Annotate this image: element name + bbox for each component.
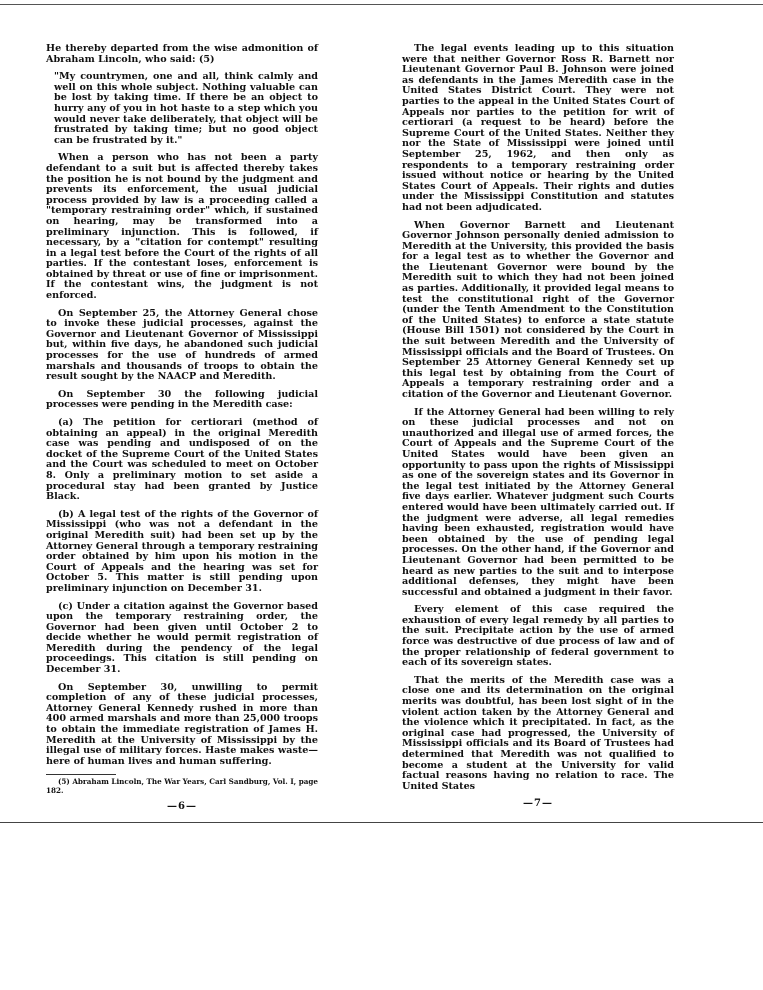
page-number-left: —6— bbox=[167, 801, 197, 813]
footnote: (5) Abraham Lincoln, The War Years, Carl Sandburg, Vol. I, page 182. bbox=[46, 777, 318, 795]
paragraph-item-b: (b) A legal test of the rights of the Governor of Mississippi (who was not a defendant in the original Meredith suit) had been set up by the Attorney General through a temporary restraining order obtained by him upon his motion in the Court of Appeals and the hearing was set for October 5. This matter is still pending upon preliminary injunction on December 31. bbox=[46, 508, 318, 594]
paragraph-lincoln-intro: He thereby departed from the wise admonition of Abraham Lincoln, who said: (5) bbox=[46, 43, 318, 65]
paragraph-judicial-processes: If the Attorney General had been willing to rely on these judicial processes and not on unauthorized and illegal use of armed forces, the Court of Appeals and the Supreme Court of the United States would have been given an opportunity to pass upon the rights of Mississippi as one of the sovereign states and its Governor in the legal test initiated by the Attorney General five days earlier. Whatever judgment such Courts entered would have been ultimately carried out. If the judgment were adverse, all legal remedies having been exhausted, registration would have been obtained by the use of pending legal processes. On the other hand, if the Governor and Lieutenant Governor had been permitted to be heard as new parties to the suit and to interpose additional defenses, they might have been successful and obtained a judgment in their favor. bbox=[402, 406, 674, 598]
paragraph-september-30-intro: On September 30 the following judicial processes were pending in the Meredith case: bbox=[46, 388, 318, 411]
top-rule bbox=[0, 4, 763, 5]
page-number-right: —7— bbox=[523, 798, 553, 810]
paragraph-denied-admission: When Governor Barnett and Lieutenant Governor Johnson personally denied admission to Meredith at the University, this provided the basis for a legal test as to whether the Governor and the Lieutenant Governor were bound by the Meredith suit to which they had not been joined as parties. Additionally, it provided legal means to test the constitutional right of the Governor (under the Tenth Amendment to the Constitution of the United States) to enforce a state statute (House Bill 1501) not considered by the Court in the suit between Meredith and the University of Mississippi officials and the Board of Trustees. On September 25 Attorney General Kennedy set up this legal test by obtaining from the Court of Appeals a temporary restraining order and a citation of the Governor and Lieutenant Governor. bbox=[402, 219, 674, 400]
paragraph-item-a: (a) The petition for certiorari (method of obtaining an appeal) in the original Meredith case was pending and undisposed of on the docket of the Supreme Court of the United States and the Court was scheduled to meet on October 8. Only a preliminary motion to set aside a procedural stay had been granted by Justice Black. bbox=[46, 417, 318, 503]
paragraph-merits: That the merits of the Meredith case was a close one and its determination on the original merits was doubtful, has been lost sight of in the violent action taken by the Attorney General and the violence which it precipitated. In fact, as the original case had progressed, the University of Mississippi officials and its Board of Trustees had determined that Meredith was not qualified to become a student at the University for valid factual reasons having no relation to race. The United States bbox=[402, 674, 674, 792]
paragraph-legal-events: The legal events leading up to this situation were that neither Governor Ross R. Barnett nor Lieutenant Governor Paul B. Johnson were joined as defendants in the James Meredith case in the United States District Court. They were not parties to the appeal in the United States Court of Appeals nor parties to the petition for writ of certiorari (a request to be heard) before the Supreme Court of the United States. Neither they nor the State of Mississippi were joined until September 25, 1962, and then only as respondents to a temporary restraining order issued without notice or hearing by the United States Court of Appeals. Their rights and duties under the Mississippi Constitution and statutes had not been adjudicated. bbox=[402, 43, 674, 213]
bottom-rule bbox=[0, 822, 763, 823]
paragraph-restraining-order: When a person who has not been a party defendant to a suit but is affected thereby takes the position he is not bound by the judgment and prevents its enforcement, the usual judicial process provided by law is a proceeding called a "temporary restraining order" which, if sustained on hearing, may be transformed into a preliminary injunction. This is followed, if necessary, by a "citation for contempt" resulting in a legal test before the Court of the rights of all parties. If the contestant loses, enforcement is obtained by threat or use of fine or imprisonment. If the contestant wins, the judgment is not enforced. bbox=[46, 152, 318, 302]
paragraph-september-25: On September 25, the Attorney General chose to invoke these judicial processes, against the Governor and Lieutenant Governor of Mississippi but, within five days, he abandoned such judicial processes for the use of hundreds of armed marshals and thousands of troops to obtain the result sought by the NAACP and Meredith. bbox=[46, 307, 318, 383]
paragraph-exhaustion: Every element of this case required the exhaustion of every legal remedy by all parties to the suit. Precipitate action by the use of armed force was destructive of due process of law and of the proper relationship of federal government to each of its sovereign states. bbox=[402, 604, 674, 669]
paragraph-september-30-action: On September 30, unwilling to permit completion of any of these judicial processes, Attorney General Kennedy rushed in more than 400 armed marshals and more than 25,000 troops to obtain the immediate registration of James H. Meredith at the University of Mississippi by the illegal use of military forces. Haste makes waste—here of human lives and human suffering. bbox=[46, 681, 318, 767]
right-column bbox=[402, 44, 674, 810]
paragraph-item-c: (c) Under a citation against the Governor based upon the temporary restraining order, the Governor had been given until October 2 to decide whether he would permit registration of Meredith during the pendency of the legal proceedings. This citation is still pending on December 31. bbox=[46, 600, 318, 676]
footnote-rule bbox=[46, 774, 116, 775]
lincoln-quote: "My countrymen, one and all, think calmly and well on this whole subject. Nothing valuable can be lost by taking time. If there be an object to hurry any of you in hot haste to a step which you would never take deliberately, that object will be frustrated by taking time; but no good object can be frustrated by it." bbox=[54, 71, 318, 146]
left-column bbox=[46, 44, 318, 813]
